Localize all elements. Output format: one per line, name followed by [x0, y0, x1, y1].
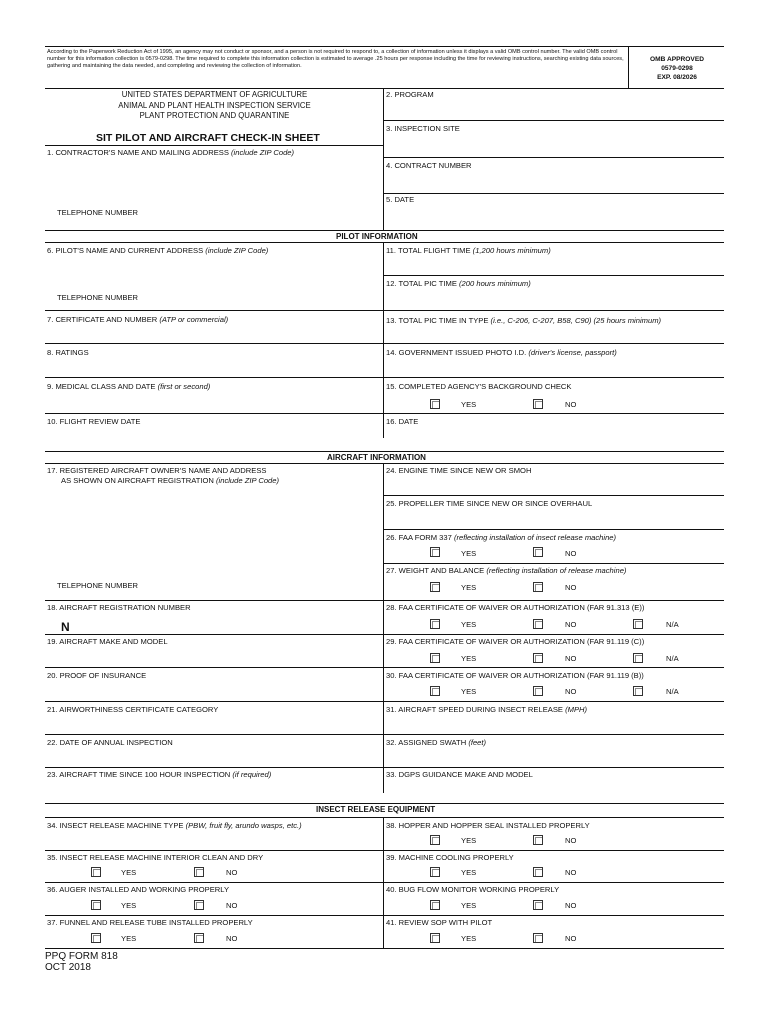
field-17-phone-label: TELEPHONE NUMBER — [57, 581, 139, 590]
field-3-label: 3. INSPECTION SITE — [386, 124, 460, 133]
field-26-yes-checkbox[interactable] — [430, 547, 440, 557]
field-39-yes-checkbox[interactable] — [430, 867, 440, 877]
field-38-yes-checkbox[interactable] — [430, 835, 440, 845]
field-40-no-label: NO — [565, 901, 577, 910]
field-16-label: 16. DATE — [386, 417, 419, 426]
field-30-no-label: NO — [565, 687, 577, 696]
field-35-no-label: NO — [226, 868, 238, 877]
field-29-na-label: N/A — [666, 654, 679, 663]
field-31-label: 31. AIRCRAFT SPEED DURING INSECT RELEASE (MPH) — [386, 705, 588, 714]
field-5-label: 5. DATE — [386, 195, 415, 204]
field-36-yes-checkbox[interactable] — [91, 900, 101, 910]
field-11-label: 11. TOTAL FLIGHT TIME (1,200 hours minimum) — [386, 246, 551, 255]
field-38-yes-label: YES — [461, 836, 477, 845]
field-38-label: 38. HOPPER AND HOPPER SEAL INSTALLED PROPERLY — [386, 821, 590, 830]
omb-approval — [630, 55, 724, 82]
field-24-label: 24. ENGINE TIME SINCE NEW OR SMOH — [386, 466, 532, 475]
field-6-label: 6. PILOT'S NAME AND CURRENT ADDRESS (include ZIP Code) — [47, 246, 269, 255]
field-15-yes-checkbox[interactable] — [430, 399, 440, 409]
form-title: SIT PILOT AND AIRCRAFT CHECK-IN SHEET — [96, 132, 320, 144]
agency-line-2: ANIMAL AND PLANT HEALTH INSPECTION SERVICE — [118, 100, 311, 110]
field-41-yes-checkbox[interactable] — [430, 933, 440, 943]
field-30-label: 30. FAA CERTIFICATE OF WAIVER OR AUTHORIZATION (FAR 91.119 (B)) — [386, 671, 644, 680]
field-1-phone-label: TELEPHONE NUMBER — [57, 208, 139, 217]
field-29-yes-label: YES — [461, 654, 477, 663]
field-39-no-label: NO — [565, 868, 577, 877]
field-39-no-checkbox[interactable] — [533, 867, 543, 877]
field-33-label: 33. DGPS GUIDANCE MAKE AND MODEL — [386, 770, 533, 779]
field-26-yes-label: YES — [461, 549, 477, 558]
field-40-yes-label: YES — [461, 901, 477, 910]
field-12-label: 12. TOTAL PIC TIME (200 hours minimum) — [386, 279, 531, 288]
field-15-label: 15. COMPLETED AGENCY'S BACKGROUND CHECK — [386, 382, 572, 391]
field-35-yes-checkbox[interactable] — [91, 867, 101, 877]
field-8-label: 8. RATINGS — [47, 348, 89, 357]
field-13-label: 13. TOTAL PIC TIME IN TYPE (i.e., C-206, C-207, B58, C90) (25 hours minimum) — [386, 316, 662, 325]
field-29-label: 29. FAA CERTIFICATE OF WAIVER OR AUTHORIZATION (FAR 91.119 (C)) — [386, 637, 645, 646]
field-29-no-label: NO — [565, 654, 577, 663]
field-40-yes-checkbox[interactable] — [430, 900, 440, 910]
field-41-no-checkbox[interactable] — [533, 933, 543, 943]
field-19-label: 19. AIRCRAFT MAKE AND MODEL — [47, 637, 168, 646]
field-15-yes-label: YES — [461, 400, 477, 409]
field-41-label: 41. REVIEW SOP WITH PILOT — [386, 918, 493, 927]
field-21-label: 21. AIRWORTHINESS CERTIFICATE CATEGORY — [47, 705, 219, 714]
field-37-no-checkbox[interactable] — [194, 933, 204, 943]
field-40-no-checkbox[interactable] — [533, 900, 543, 910]
field-26-no-checkbox[interactable] — [533, 547, 543, 557]
field-41-yes-label: YES — [461, 934, 477, 943]
field-28-yes-label: YES — [461, 620, 477, 629]
field-35-yes-label: YES — [121, 868, 137, 877]
field-26-no-label: NO — [565, 549, 577, 558]
field-29-na-checkbox[interactable] — [633, 653, 643, 663]
field-27-no-checkbox[interactable] — [533, 582, 543, 592]
field-17-label-line-1: 17. REGISTERED AIRCRAFT OWNER'S NAME AND ADDRESS — [47, 466, 267, 475]
section-pilot-information: PILOT INFORMATION — [336, 232, 418, 241]
field-14-label: 14. GOVERNMENT ISSUED PHOTO I.D. (driver's license, passport) — [386, 348, 617, 357]
field-30-na-checkbox[interactable] — [633, 686, 643, 696]
form-footer — [45, 951, 118, 973]
field-20-label: 20. PROOF OF INSURANCE — [47, 671, 147, 680]
field-36-yes-label: YES — [121, 901, 137, 910]
field-38-no-checkbox[interactable] — [533, 835, 543, 845]
field-35-no-checkbox[interactable] — [194, 867, 204, 877]
field-28-no-label: NO — [565, 620, 577, 629]
field-39-yes-label: YES — [461, 868, 477, 877]
field-28-na-checkbox[interactable] — [633, 619, 643, 629]
field-28-yes-checkbox[interactable] — [430, 619, 440, 629]
field-30-na-label: N/A — [666, 687, 679, 696]
field-23-label: 23. AIRCRAFT TIME SINCE 100 HOUR INSPECTION (if required) — [47, 770, 272, 779]
registration-number-prefix: N — [61, 620, 70, 634]
field-29-yes-checkbox[interactable] — [430, 653, 440, 663]
field-28-no-checkbox[interactable] — [533, 619, 543, 629]
field-30-no-checkbox[interactable] — [533, 686, 543, 696]
agency-header — [47, 90, 382, 122]
field-9-label: 9. MEDICAL CLASS AND DATE (first or second) — [47, 382, 211, 391]
field-4-label: 4. CONTRACT NUMBER — [386, 161, 472, 170]
omb-control-number: 0579-0298 — [661, 65, 693, 72]
field-25-label: 25. PROPELLER TIME SINCE NEW OR SINCE OVERHAUL — [386, 499, 593, 508]
field-37-yes-checkbox[interactable] — [91, 933, 101, 943]
field-7-label: 7. CERTIFICATE AND NUMBER (ATP or commercial) — [47, 315, 229, 324]
agency-line-3: PLANT PROTECTION AND QUARANTINE — [139, 111, 290, 120]
field-2-label: 2. PROGRAM — [386, 90, 434, 99]
field-28-label: 28. FAA CERTIFICATE OF WAIVER OR AUTHORIZATION (FAR 91.313 (E)) — [386, 603, 645, 612]
field-18-label: 18. AIRCRAFT REGISTRATION NUMBER — [47, 603, 191, 612]
field-29-no-checkbox[interactable] — [533, 653, 543, 663]
field-22-label: 22. DATE OF ANNUAL INSPECTION — [47, 738, 173, 747]
form-revision-date: OCT 2018 — [45, 962, 91, 973]
field-30-yes-label: YES — [461, 687, 477, 696]
field-17-label-line-2: AS SHOWN ON AIRCRAFT REGISTRATION (include ZIP Code) — [61, 476, 280, 485]
field-39-label: 39. MACHINE COOLING PROPERLY — [386, 853, 514, 862]
field-34-label: 34. INSECT RELEASE MACHINE TYPE (PBW, fruit fly, arundo wasps, etc.) — [47, 821, 302, 830]
paperwork-notice: According to the Paperwork Reduction Act of 1995, an agency may not conduct or sponsor, and a person is not required to respond to, a collection of information unless it displays a valid OMB control number. The valid OMB control number for this information collection is 0579-0298. The time required to complete this information collection is estimated to average .25 hours per response including the time for reviewing instructions, searching existing data sources, gathering and maintaining the data needed, and completing and reviewing the collection of information. — [47, 49, 624, 70]
omb-expiration: EXP. 08/2026 — [657, 74, 697, 81]
field-10-label: 10. FLIGHT REVIEW DATE — [47, 417, 141, 426]
field-37-yes-label: YES — [121, 934, 137, 943]
field-36-no-checkbox[interactable] — [194, 900, 204, 910]
agency-line-1: UNITED STATES DEPARTMENT OF AGRICULTURE — [121, 90, 308, 99]
field-36-no-label: NO — [226, 901, 238, 910]
field-28-na-label: N/A — [666, 620, 679, 629]
section-insect-release-equipment: INSECT RELEASE EQUIPMENT — [316, 805, 436, 814]
field-15-no-label: NO — [565, 400, 577, 409]
field-37-no-label: NO — [226, 934, 238, 943]
field-1-label: 1. CONTRACTOR'S NAME AND MAILING ADDRESS (include ZIP Code) — [47, 148, 295, 157]
field-27-yes-label: YES — [461, 583, 477, 592]
field-26-label: 26. FAA FORM 337 (reflecting installation of insect release machine) — [386, 533, 617, 542]
field-38-no-label: NO — [565, 836, 577, 845]
field-6-phone-label: TELEPHONE NUMBER — [57, 293, 139, 302]
field-15-no-checkbox[interactable] — [533, 399, 543, 409]
field-27-no-label: NO — [565, 583, 577, 592]
omb-approved-label: OMB APPROVED — [650, 56, 704, 63]
field-35-label: 35. INSECT RELEASE MACHINE INTERIOR CLEAN AND DRY — [47, 853, 264, 862]
field-36-label: 36. AUGER INSTALLED AND WORKING PROPERLY — [47, 885, 230, 894]
form-number: PPQ FORM 818 — [45, 951, 118, 962]
section-aircraft-information: AIRCRAFT INFORMATION — [327, 453, 426, 462]
field-37-label: 37. FUNNEL AND RELEASE TUBE INSTALLED PROPERLY — [47, 918, 253, 927]
field-27-label: 27. WEIGHT AND BALANCE (reflecting installation of release machine) — [386, 566, 627, 575]
field-32-label: 32. ASSIGNED SWATH (feet) — [386, 738, 487, 747]
field-40-label: 40. BUG FLOW MONITOR WORKING PROPERLY — [386, 885, 560, 894]
field-30-yes-checkbox[interactable] — [430, 686, 440, 696]
field-41-no-label: NO — [565, 934, 577, 943]
field-27-yes-checkbox[interactable] — [430, 582, 440, 592]
